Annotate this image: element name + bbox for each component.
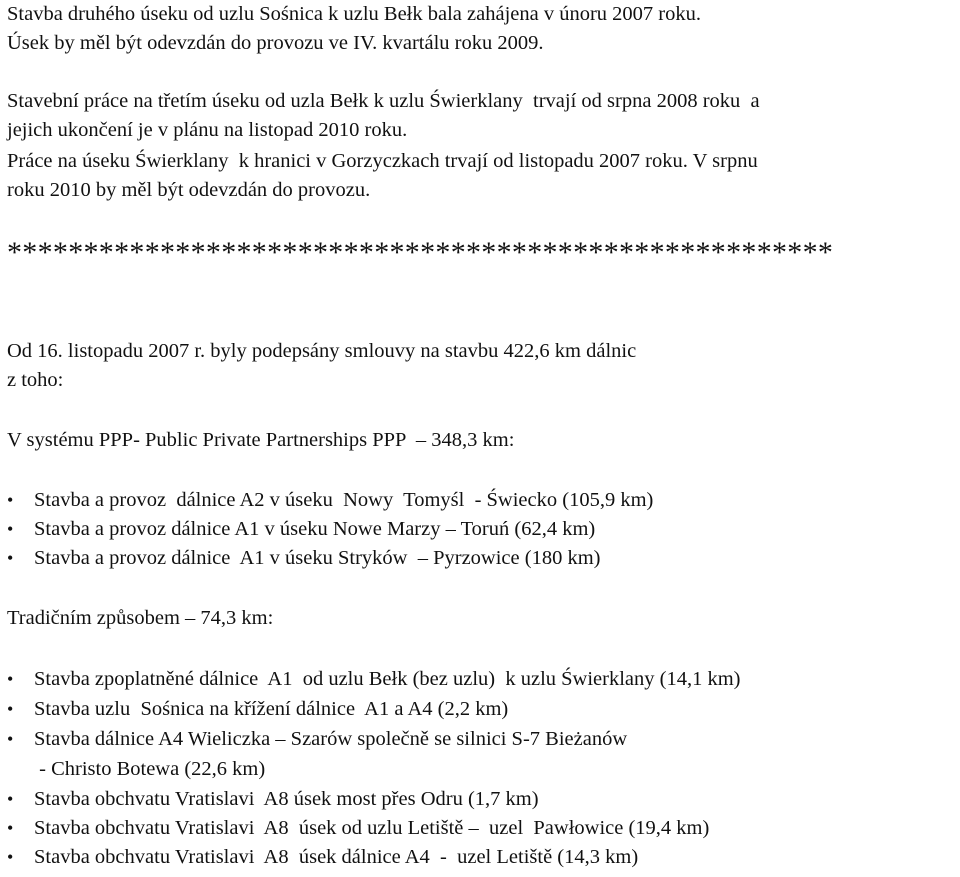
traditional-list-item [7,787,539,811]
intro-paragraph-2-line-1: Stavební práce na třetím úseku od uzla Bełk k uzlu Świerklany trvají od srpna 2008 roku a [7,90,760,112]
traditional-heading: Tradičním způsobem – 74,3 km: [7,607,274,629]
intro-paragraph-2-line-2: jejich ukončení je v plánu na listopad 2010 roku. [7,119,408,141]
bullet-icon: • [7,699,14,719]
traditional-item-text: Stavba uzlu Sośnica na křížení dálnice A1 a A4 (2,2 km) [34,698,509,720]
ppp-list-item [7,546,600,570]
traditional-list-item [7,667,741,691]
intro-paragraph-3-line-2: roku 2010 by měl být odevzdán do provozu. [7,179,371,201]
asterisk-separator: ****************************************************** [7,236,834,269]
bullet-icon: • [7,847,14,867]
traditional-item-continuation: - Christo Botewa (22,6 km) [34,758,266,780]
bullet-icon: • [7,789,14,809]
intro-paragraph-3-line-1: Práce na úseku Świerklany k hranici v Gorzyczkach trvají od listopadu 2007 roku. V srpnu [7,150,758,172]
bullet-icon: • [7,729,14,749]
contracts-line-2: z toho: [7,369,64,391]
bullet-icon: • [7,669,14,689]
traditional-item-text: Stavba obchvatu Vratislavi A8 úsek dálnice A4 - uzel Letiště (14,3 km) [34,846,639,868]
bullet-icon: • [7,519,14,539]
bullet-icon: • [7,548,14,568]
ppp-list-item [7,517,595,541]
bullet-icon: • [7,818,14,838]
bullet-icon: • [7,490,14,510]
traditional-list-item [7,727,627,751]
traditional-list-item [7,697,508,721]
ppp-item-text: Stavba a provoz dálnice A1 v úseku Stryków – Pyrzowice (180 km) [34,547,601,569]
intro-paragraph-1-line-1: Stavba druhého úseku od uzlu Sośnica k uzlu Bełk bala zahájena v únoru 2007 roku. [7,3,701,25]
ppp-list-item [7,488,653,512]
ppp-heading: V systému PPP- Public Private Partnerships PPP – 348,3 km: [7,429,515,451]
intro-paragraph-1-line-2: Úsek by měl být odevzdán do provozu ve IV. kvartálu roku 2009. [7,32,544,54]
traditional-item-text: Stavba obchvatu Vratislavi A8 úsek most přes Odru (1,7 km) [34,788,539,810]
traditional-item-text: Stavba zpoplatněné dálnice A1 od uzlu Bełk (bez uzlu) k uzlu Świerklany (14,1 km) [34,668,741,690]
contracts-line-1: Od 16. listopadu 2007 r. byly podepsány smlouvy na stavbu 422,6 km dálnic [7,340,637,362]
ppp-item-text: Stavba a provoz dálnice A1 v úseku Nowe Marzy – Toruń (62,4 km) [34,518,596,540]
traditional-item-text: Stavba dálnice A4 Wieliczka – Szarów společně se silnici S-7 Bieżanów [34,728,628,750]
traditional-item-text: Stavba obchvatu Vratislavi A8 úsek od uzlu Letiště – uzel Pawłowice (19,4 km) [34,817,710,839]
ppp-item-text: Stavba a provoz dálnice A2 v úseku Nowy Tomyśl - Świecko (105,9 km) [34,489,654,511]
traditional-list-item [7,845,638,869]
traditional-list-item [7,816,709,840]
